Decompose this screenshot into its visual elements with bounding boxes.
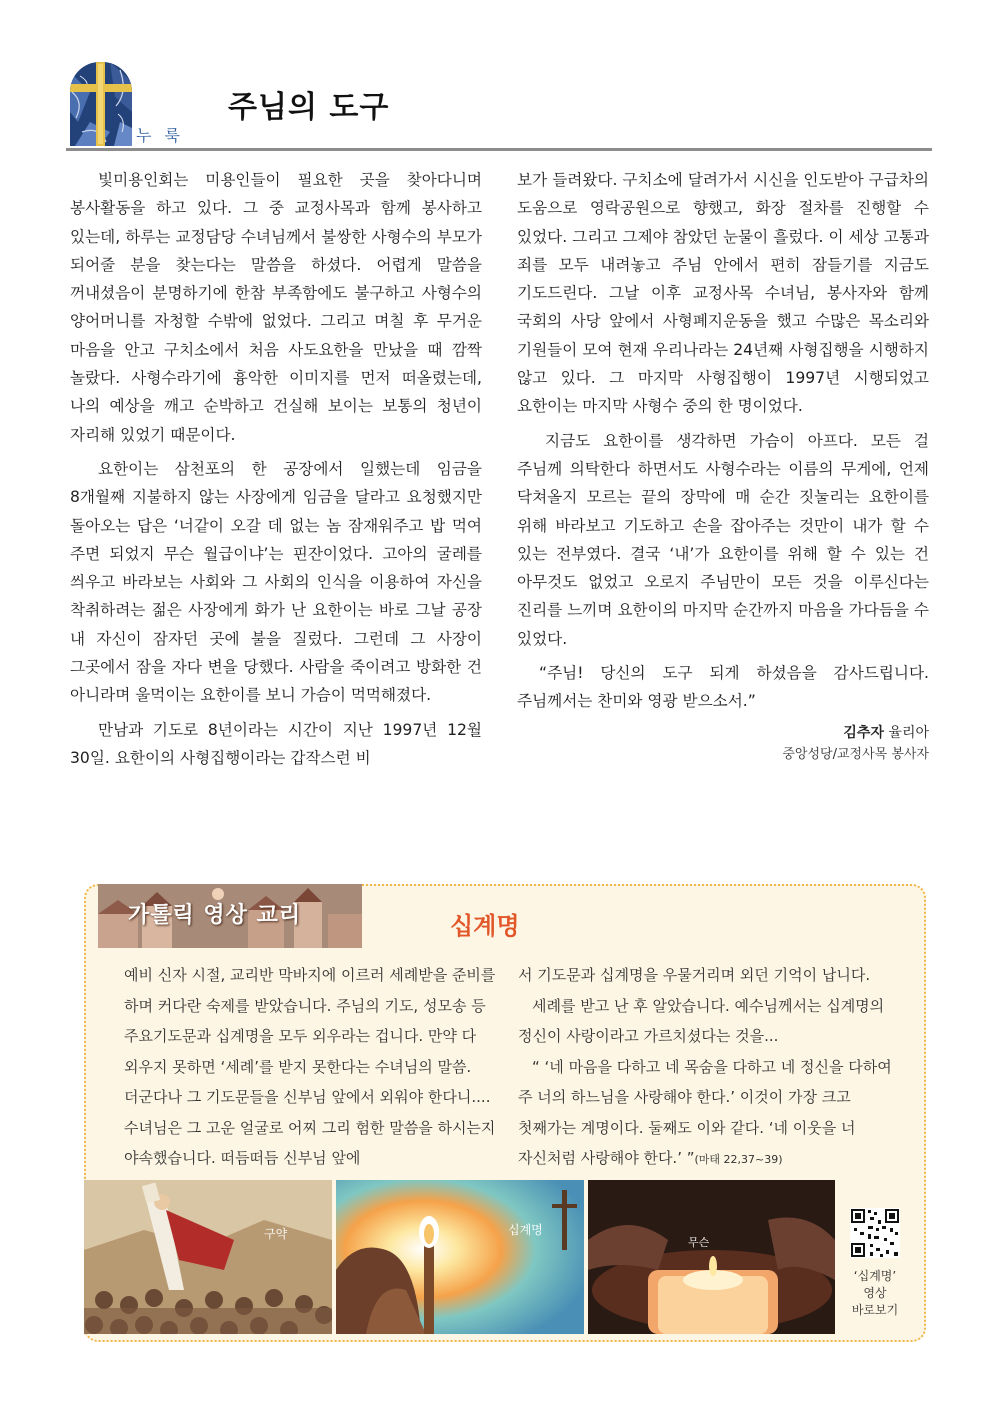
catechism-paragraph: 서 기도문과 십계명을 우물거리며 외던 기억이 납니다. [518, 966, 871, 984]
catechism-column-right [518, 960, 893, 1176]
qr-caption-line: 영상 [863, 1286, 887, 1300]
qr-code[interactable] [850, 1208, 900, 1258]
author-baptismal-name: 율리아 [888, 724, 929, 741]
catechism-title: 십계명 [450, 912, 520, 940]
image-caption: 십계명 [508, 1223, 543, 1237]
author-line [517, 722, 929, 744]
header-divider [66, 148, 932, 151]
article-paragraph: 지금도 요한이를 생각하면 가슴이 아프다. 모든 걸 주님께 의탁한다 하면서도 사형수라는 이름의 무게에, 언제 닥쳐올지 모르는 끝의 장막에 매 순간 짓눌리는 요한이를 위해 바라보고 기도하고 손을 잡아주는 것만이 내가 할 수 있는 전부였다. 결국 ‘내’가 요한이를 위해 할 수 있는 건 아무것도 없었고 오로지 주님만이 모든 것을 이루신다는 진리를 느끼며 요한이의 마지막 순간까지 마음을 가다듬을 수 있었다. [517, 431, 929, 648]
candle-video-thumbnail[interactable] [588, 1180, 835, 1334]
catechism-column-left [124, 960, 499, 1174]
closing-prayer: “주님! 당신의 도구 되게 하셨음을 감사드립니다. 주님께서는 찬미와 영광 받으소서.” [517, 664, 929, 711]
section-name: 누 룩 [136, 126, 184, 145]
article-paragraph: 빛미용인회는 미용인들이 필요한 곳을 찾아다니며 봉사활동을 하고 있다. 그 중 교정사목과 함께 봉사하고 있는데, 하루는 교정담당 수녀님께서 불쌍한 사형수의 부모가 되어줄 분을 찾는다는 말씀을 하셨다. 어렵게 말씀을 꺼내셨음이 분명하기에 한참 부족함에도 불구하고 사형수의 양어머니를 자청할 수밖에 없었다. 그리고 며칠 후 무거운 마음을 안고 구치소에서 처음 사도요한을 만났을 때 깜짝 놀랐다. 사형수라기에 흉악한 이미지를 먼저 떠올렸는데, 나의 예상을 깨고 순박하고 건실해 보이는 보통의 청년이 자리해 있었기 때문이다. [70, 171, 482, 444]
article-paragraph: 보가 들려왔다. 구치소에 달려가서 시신을 인도받아 구급차의 도움으로 영락공원으로 향했고, 화장 절차를 진행할 수 있었다. 그리고 그제야 참았던 눈물이 흘렀다. 이 세상 고통과 죄를 모두 내려놓고 주님 안에서 편히 잠들기를 지금도 기도드린다. 그날 이후 교정사목 수녀님, 봉사자와 함께 국회의 사당 앞에서 사형폐지운동을 했고 수많은 목소리와 기원들이 모여 현재 우리나라는 24년째 사형집행을 시행하지 않고 있다. 그 마지막 사형집행이 1997년 시행되었고 요한이는 마지막 사형수 중의 한 명이었다. [517, 171, 929, 416]
stained-glass-cross-logo [70, 62, 132, 146]
qr-caption [840, 1268, 910, 1319]
article-paragraph: 요한이는 삼천포의 한 공장에서 일했는데 임금을 8개월째 지불하지 않는 사장에게 임금을 달라고 요청했지만 돌아오는 답은 ‘너같이 오갈 데 없는 놈 잠재워주고 밥 먹여 주면 되었지 무슨 월급이냐’는 핀잔이었다. 고아의 굴레를 씌우고 바라보는 사회와 그 사회의 인식을 이용하여 자신을 착취하려는 젊은 사장에게 화가 난 요한이는 바로 그날 공장 내 자신이 잠자던 곳에 불을 질렀다. 그런데 그 사장이 그곳에서 잠을 자다 변을 당했다. 사람을 죽이려고 방화한 건 아니라며 울먹이는 요한이를 보니 가슴이 먹먹해졌다. [70, 459, 482, 705]
article-column-right [517, 166, 929, 766]
old-testament-video-thumbnail[interactable] [84, 1180, 332, 1334]
catechism-paragraph: 예비 신자 시절, 교리반 막바지에 이르러 세례받을 준비를 하며 커다란 숙제를 받았습니다. 주님의 기도, 성모송 등 주요기도문과 십계명을 모두 외우라는 겁니다. 만약 다 외우지 못하면 ‘세례’를 받지 못한다는 수녀님의 말씀. 더군다나 그 기도문들을 신부님 앞에서 외워야 한다니.... 수녀님은 그 고운 얼굴로 어찌 그리 험한 말씀을 하시는지 야속했습니다. 떠듬떠듬 신부님 앞에 [124, 966, 496, 1167]
article-paragraph: 만남과 기도로 8년이라는 시간이 지난 1997년 12월 30일. 요한이의 사형집행이라는 갑작스런 비 [70, 720, 482, 767]
scripture-text: “ ‘네 마음을 다하고 네 목숨을 다하고 네 정신을 다하여 주 너의 하느님을 사랑해야 한다.’ 이것이 가장 크고 첫째가는 계명이다. 둘째도 이와 같다. ‘네 이웃을 너 자신처럼 사랑해야 한다.’ ” [518, 1057, 892, 1167]
scripture-quote [518, 1052, 893, 1176]
page-title: 주님의 도구 [228, 90, 390, 125]
article-column-left [70, 166, 482, 778]
image-caption: 무슨 [688, 1236, 710, 1249]
image-caption: 구약 [264, 1227, 288, 1241]
qr-caption-line: ‘십계명’ [853, 1269, 897, 1283]
qr-caption-line: 바로보기 [851, 1303, 899, 1317]
ten-commandments-video-thumbnail[interactable] [336, 1180, 584, 1334]
catechism-paragraph: 세례를 받고 난 후 알았습니다. 예수님께서는 십계명의 정신이 사랑이라고 가르치셨다는 것을... [518, 996, 885, 1045]
banner-label: 가톨릭 영상 교리 [128, 903, 302, 928]
author-name: 김추자 [843, 724, 884, 741]
page-header [66, 60, 932, 152]
catechism-banner [98, 884, 362, 948]
author-affiliation: 중앙성당/교정사목 봉사자 [782, 746, 929, 762]
scripture-reference: (마태 22,37~39) [694, 1153, 783, 1166]
